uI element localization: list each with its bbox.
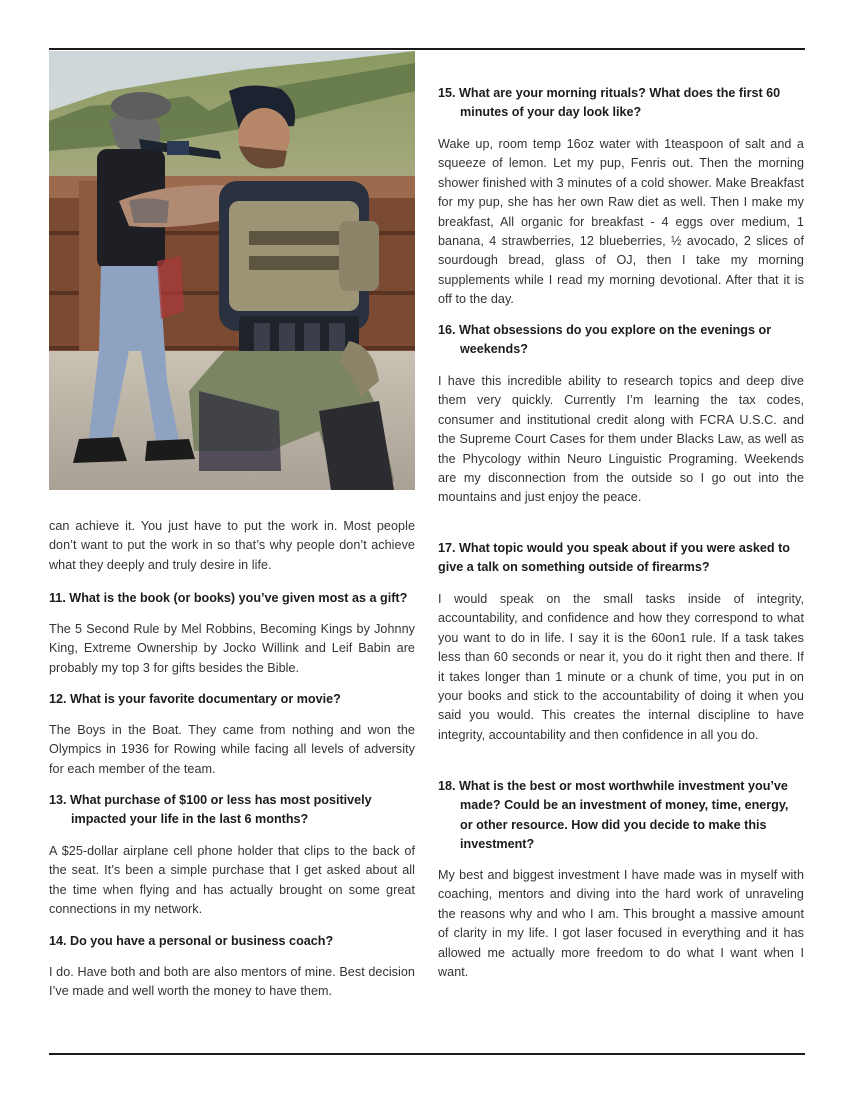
answer-18: My best and biggest investment I have made was in myself with coaching, mentors and diving into the hard work of unraveling the reasons why and who I am. This brought a massive amount of clarity in my life. I got laser focused in everything and it has allowed me actually more freedom to do what I want when I want. — [438, 868, 804, 980]
answer-14: I do. Have both and both are also mentors of mine. Best decision I’ve made and well worth the money to have them. — [49, 965, 415, 999]
answer-15: Wake up, room temp 16oz water with 1teaspoon of salt and a squeeze of lemon. Let my pup, Fenris out. Then the morning shower finished with 3 minutes of a cold shower. Make Breakfast for my pup, she has her own Raw diet as well. Then I make my breakfast, All organic for breakfast - 4 eggs over medium, 1 banana, 4 strawberries, 12 blueberries, ½ avocado, 2 slices of sourdough bread, glass of OJ, then I take my morning supplements while I read my morning devotional. After that it is off to the day. — [438, 137, 804, 307]
bottom-divider — [49, 1053, 805, 1055]
range-training-photo — [49, 51, 415, 490]
question-16: 16. What obsessions do you explore on the evenings or weekends? — [438, 323, 772, 357]
question-13: 13. What purchase of $100 or less has most positively impacted your life in the last 6 months? — [49, 793, 372, 827]
top-divider — [49, 48, 805, 50]
answer-12: The Boys in the Boat. They came from nothing and won the Olympics in 1936 for Rowing while facing all levels of adversity for each member of the team. — [49, 723, 415, 776]
question-17: 17. What topic would you speak about if you were asked to give a talk on something outside of firearms? — [438, 541, 790, 575]
answer-13: A $25-dollar airplane cell phone holder that clips to the back of the seat. It’s been a simple purchase that I get asked about all the time when flying and has actually brought on some great connections in my network. — [49, 844, 415, 917]
answer-16: I have this incredible ability to research topics and deep dive them very quickly. Currently I’m learning the tax codes, consumer and institutional credit along with FCRA U.S.C. and the Supreme Court Cases for them under Blacks Law, as well as the Phycology within Neuro Linguistic Programing. Weekends are my disconnection from the outside so I go out into the mountains and just enjoy the peace. — [438, 374, 804, 505]
question-14: 14. Do you have a personal or business coach? — [49, 934, 334, 948]
intro-paragraph: can achieve it. You just have to put the work in. Most people don’t want to put the work in so that’s why people don’t achieve what they deeply and truly desire in life. — [49, 519, 415, 572]
question-15: 15. What are your morning rituals? What does the first 60 minutes of your day look like? — [438, 86, 781, 120]
answer-17: I would speak on the small tasks inside of integrity, accountability, and confidence and how they correspond to what you want to do in life. I say it is the 60on1 rule. If a task takes less than 60 seconds or near it, you do it right then and there. If it takes longer than 1 minute or a chunk of time, you put in on your books and stick to the accountability of doing it when you said you would. This creates the internal discipline to have integrity, accountability and then confidence in all you do. — [438, 592, 804, 742]
answer-11: The 5 Second Rule by Mel Robbins, Becoming Kings by Johnny King, Extreme Ownership by Jocko Willink and Leif Babin are probably my top 3 for gifts besides the Bible. — [49, 622, 415, 675]
question-18: 18. What is the best or most worthwhile investment you’ve made? Could be an investment of money, time, energy, or other resource. How did you decide to make this investment? — [438, 779, 789, 852]
question-11: 11. What is the book (or books) you’ve given most as a gift? — [49, 591, 408, 605]
question-12: 12. What is your favorite documentary or movie? — [49, 692, 341, 706]
